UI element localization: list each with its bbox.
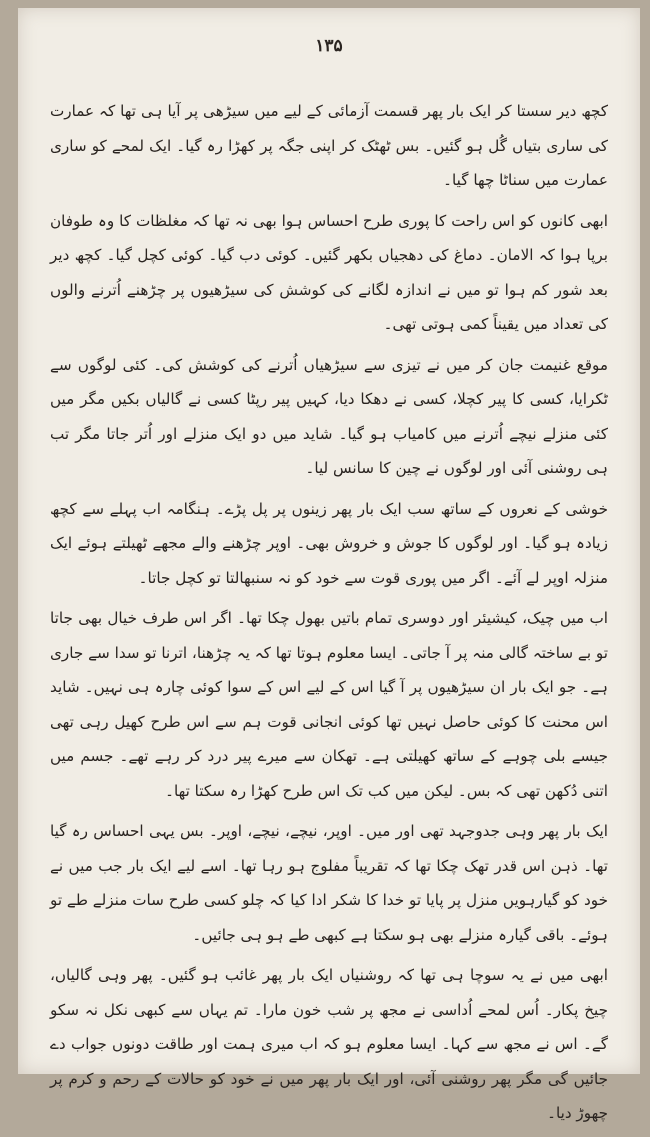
paragraph: ابھی کانوں کو اس راحت کا پوری طرح احساس ہوا بھی نہ تھا کہ مغلظات کا وہ طوفان برپا ہوا کہ الامان۔ دماغ کی دھجیاں بکھر گئیں۔ کوئی دب گیا۔ کوئی کچل گیا۔ کچھ دیر بعد شور کم ہوا تو میں نے اندازہ لگانے کی کوشش کی سیڑھیوں پر چڑھنے اُترنے والوں کی تعداد میں یقیناً کمی ہوتی تھی۔	[50, 211, 608, 333]
paragraph: اب میں چیک، کیشیئر اور دوسری تمام باتیں بھول چکا تھا۔ اگر اس طرف خیال بھی جاتا تو بے ساختہ گالی منہ پر آ جاتی۔ ایسا معلوم ہوتا تھا کہ یہ چڑھنا، اترنا تو سدا سے جاری ہے۔ جو ایک بار ان سیڑھیوں پر آ گیا اس کے لیے اس کے سوا کوئی چارہ ہی نہیں۔ شاید اس محنت کا کوئی حاصل نہیں تھا کوئی انجانی قوت ہم سے اس طرح کھیل رہی تھی جیسے بلی چوہے کے ساتھ کھیلتی ہے۔ تھکان سے میرے پیر درد کر رہے تھے۔ جسم میں اتنی دُکھن تھی کہ بس۔ لیکن میں کب تک اس طرح کھڑا رہ سکتا تھا۔	[50, 609, 608, 800]
paragraph: ایک بار پھر وہی جدوجہد تھی اور میں۔ اوپر، نیچے، نیچے، اوپر۔ بس یہی احساس رہ گیا تھا۔ ذہن اس قدر تھک چکا تھا کہ تقریباً مفلوج ہو رہا تھا۔ اسے لیے ایک بار جب میں نے خود کو گیارہویں منزل پر پایا تو خدا کا شکر ادا کیا کہ چلو کسی طرح سات منزلے طے تو ہوئے۔ باقی گیارہ منزلے بھی ہو سکتا ہے کبھی طے ہو ہی جائیں۔	[50, 822, 608, 944]
paragraph: خوشی کے نعروں کے ساتھ سب ایک بار پھر زینوں پر پل پڑے۔ ہنگامہ اب پہلے سے کچھ زیادہ ہو گیا۔ اور لوگوں کا جوش و خروش بھی۔ اوپر چڑھنے والے مجھے ٹھیلتے ہوئے ایک منزلہ اوپر لے آئے۔ اگر میں پوری قوت سے خود کو نہ سنبھالتا تو کچل جاتا۔	[50, 499, 608, 587]
page-body	[50, 94, 608, 1137]
paragraph: موقع غنیمت جان کر میں نے تیزی سے سیڑھیاں اُترنے کی کوشش کی۔ کئی لوگوں سے ٹکرایا، کسی کا پیر کچلا، کسی نے دھکا دیا، کہیں پیر رپٹا کسی نے گالیاں بکیں مگر میں کئی منزلے نیچے اُترنے میں کامیاب ہو گیا۔ شاید میں دو ایک منزلے اور اُتر جاتا مگر تب ہی روشنی آئی اور لوگوں نے چین کا سانس لیا۔	[50, 355, 608, 477]
page-number: ۱۳۵	[315, 36, 343, 56]
paragraph: ابھی میں نے یہ سوچا ہی تھا کہ روشنیاں ایک بار پھر غائب ہو گئیں۔ پھر وہی گالیاں، چیخ پکار۔ اُس لمحے اُداسی نے مجھ پر شب خون مارا۔ تم یہاں سے کبھی نکل نہ سکو گے۔ اس نے مجھ سے کہا۔ ایسا معلوم ہو کہ اب میری ہمت اور طاقت دونوں جواب دے جائیں گی مگر پھر روشنی آئی، اور ایک بار پھر میں نے خود کو حالات کے رحم و کرم پر چھوڑ دیا۔	[50, 966, 608, 1122]
book-page	[18, 8, 640, 1122]
paragraph: کچھ دیر سستا کر ایک بار پھر قسمت آزمائی کے لیے میں سیڑھی پر آیا ہی تھا کہ عمارت کی ساری بتیاں گُل ہو گئیں۔ بس ٹھٹک کر اپنی جگہ پر کھڑا رہ گیا۔ ایک لمحے کو ساری عمارت میں سناٹا چھا گیا۔	[50, 102, 608, 189]
